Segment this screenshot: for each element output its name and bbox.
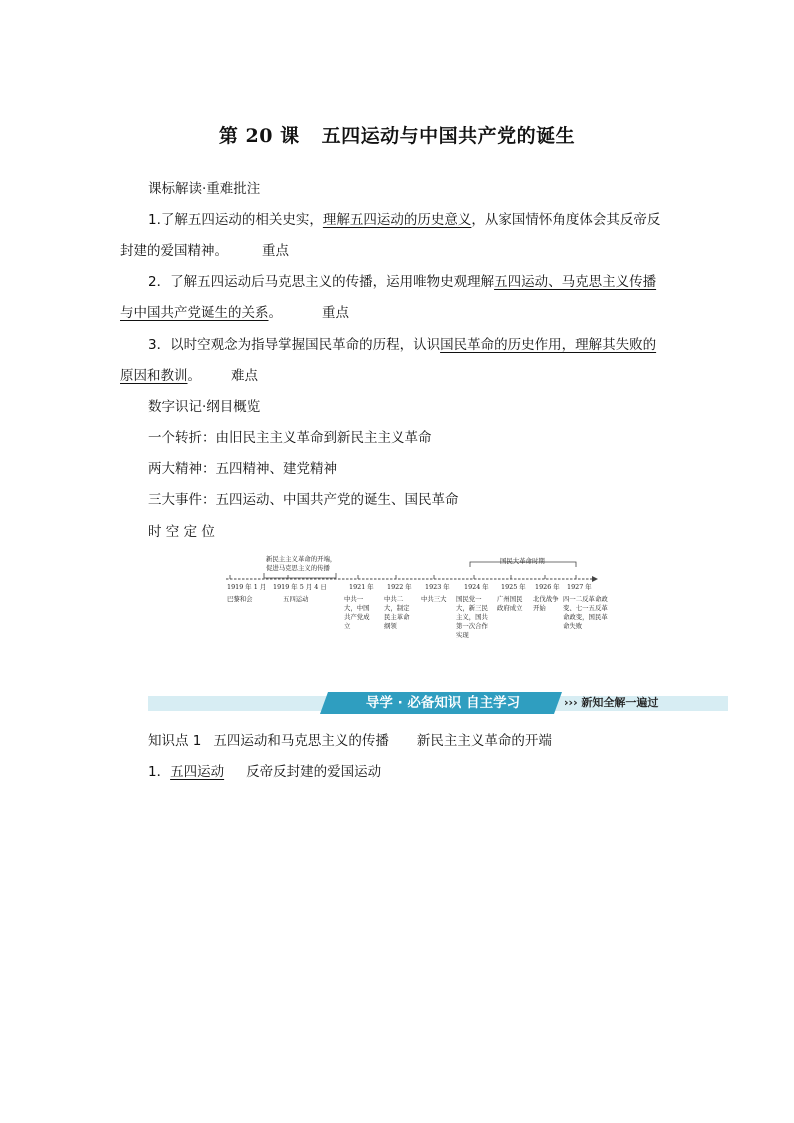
underlined-text: 与中国共产党诞生的关系 <box>120 305 269 321</box>
standard-item-3-line2 <box>120 366 258 386</box>
item-number: 1． <box>148 764 171 780</box>
standard-item-3-line1 <box>148 335 656 355</box>
banner-subtitle: ››› 新知全解一遍过 <box>564 696 659 709</box>
underlined-text: 国民革命的历史作用，理解其失败的 <box>440 337 657 353</box>
event-year: 1924 年 <box>464 583 489 591</box>
banner-pill-text: 导学 · 必备知识 自主学习 <box>365 695 521 711</box>
event-desc: 北伐战争开始 <box>533 595 559 612</box>
event-desc: 中共三大 <box>421 595 447 603</box>
event-desc: 广州国民政府成立 <box>497 595 523 612</box>
text: 封建的爱国精神。 <box>120 243 228 259</box>
lesson-number: 第 20 课 <box>218 125 300 147</box>
standard-item-1-line2 <box>120 241 289 261</box>
underlined-text: 五四运动、马克思主义传播 <box>494 274 657 290</box>
overview-line-2: 两大精神：五四精神、建党精神 <box>148 461 337 477</box>
knowledge-point-label: 知识点 1 <box>148 733 202 749</box>
event-year: 1926 年 <box>535 583 560 591</box>
note-bracket <box>264 573 336 578</box>
event-year: 1921 年 <box>349 583 374 591</box>
knowledge-item-1 <box>148 762 381 782</box>
standard-item-1-line1 <box>148 210 660 230</box>
event-desc: 五四运动 <box>283 595 309 603</box>
event-year: 1923 年 <box>425 583 450 591</box>
text: 2．了解五四运动后马克思主义的传播，运用唯物史观理解 <box>148 274 495 290</box>
timeline-period-label: 国民大革命时期 <box>500 557 545 565</box>
overview-line-4: 时 空 定 位 <box>148 524 215 540</box>
difficulty-tag: 难点 <box>231 368 258 384</box>
knowledge-point-title: 五四运动和马克思主义的传播 <box>213 733 389 749</box>
axis-arrow <box>592 576 598 582</box>
section-heading-overview: 数字识记·纲目概览 <box>148 399 261 415</box>
knowledge-point-heading <box>148 731 552 751</box>
text: 。 <box>268 305 282 321</box>
item-description: 反帝反封建的爱国运动 <box>246 764 382 780</box>
event-desc: 巴黎和会 <box>227 595 253 603</box>
timeline-ticks <box>230 575 576 579</box>
lesson-topic: 五四运动与中国共产党的诞生 <box>321 125 576 147</box>
timeline-note-bottom: 促进马克思主义的传播 <box>266 564 330 572</box>
knowledge-point-subtitle: 新民主主义革命的开端 <box>416 733 552 749</box>
event-year: 1922 年 <box>387 583 412 591</box>
text: 3．以时空观念为指导掌握国民革命的历程，认识 <box>148 337 441 353</box>
underlined-text: 理解五四运动的历史意义 <box>322 212 472 228</box>
standard-item-2-line1 <box>148 272 656 292</box>
text: 。 <box>187 368 201 384</box>
section-heading-standards: 课标解读·重难批注 <box>148 181 261 197</box>
event-desc: 中共一大，中国共产党成立 <box>344 595 370 630</box>
item-name: 五四运动 <box>170 764 225 780</box>
standard-item-2-line2 <box>120 303 349 323</box>
event-year: 1919 年 1 月 <box>227 583 267 591</box>
text: ，从家国情怀角度体会其反帝反 <box>471 212 661 228</box>
event-desc: 四一二反革命政变、七一五反革命政变，国民革命失败 <box>563 595 608 630</box>
overview-line-3: 三大事件：五四运动、中国共产党的诞生、国民革命 <box>148 492 459 508</box>
key-point-tag: 重点 <box>322 305 349 321</box>
event-year: 1927 年 <box>567 583 592 591</box>
event-desc: 国民党一大，新三民主义，国共第一次合作实现 <box>456 595 488 639</box>
key-point-tag: 重点 <box>262 243 289 259</box>
overview-line-1: 一个转折：由旧民主主义革命到新民主主义革命 <box>148 430 432 446</box>
section-banner <box>148 696 728 711</box>
event-year: 1925 年 <box>501 583 526 591</box>
page-title <box>0 121 794 148</box>
timeline <box>224 549 616 649</box>
text: 1.了解五四运动的相关史实， <box>148 212 323 228</box>
event-year: 1919 年 5 月 4 日 <box>273 583 327 591</box>
timeline-note-top: 新民主主义革命的开端， <box>266 555 337 563</box>
underlined-text: 原因和教训 <box>120 368 188 384</box>
event-desc: 中共二大，制定民主革命纲领 <box>384 595 410 630</box>
